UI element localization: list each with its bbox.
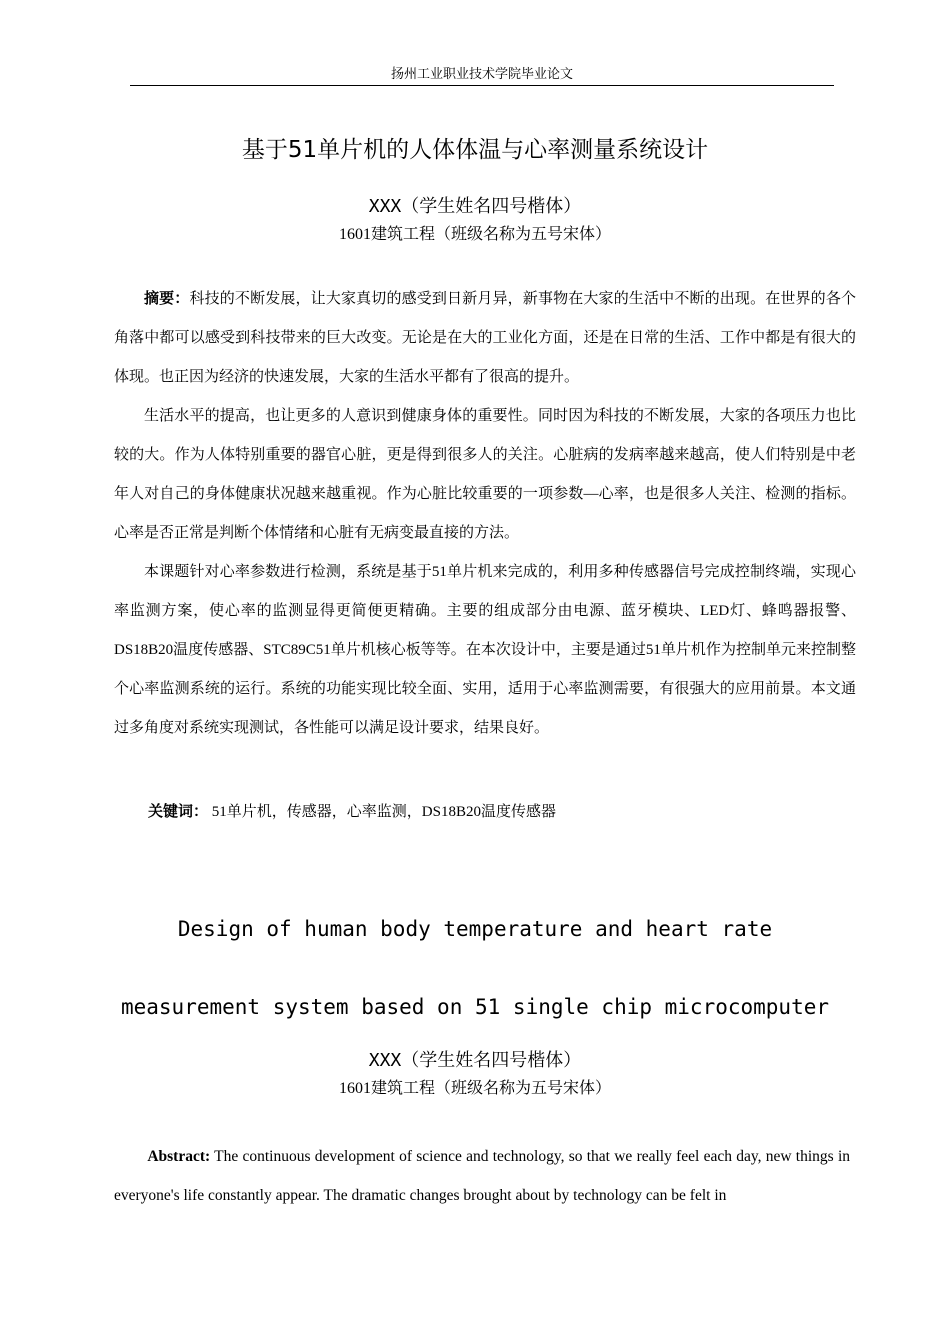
english-title-line-2: measurement system based on 51 single chip microcomputer <box>120 995 829 1019</box>
class-name-cn: 1601建筑工程（班级名称为五号宋体） <box>338 226 611 243</box>
class-name-en-section: 1601建筑工程（班级名称为五号宋体） <box>338 1080 611 1097</box>
author-name-cn: XXX（学生姓名四号楷体） <box>368 196 582 217</box>
abstract-paragraph-text: 科技的不断发展，让大家真切的感受到日新月异，新事物在大家的生活中不断的出现。在世界的各个角落中都可以感受到科技带来的巨大改变。无论是在大的工业化方面，还是在日常的生活、工作中都是有很大的体现。也正因为经济的快速发展，大家的生活水平都有了很高的提升。 <box>114 291 856 385</box>
keywords-label: 关键词： <box>148 804 209 820</box>
abstract-label: 摘要： <box>144 291 190 307</box>
chinese-abstract <box>114 280 856 748</box>
english-abstract-paragraph <box>114 1137 850 1215</box>
english-abstract-label: Abstract: <box>147 1148 211 1165</box>
chinese-title: 基于51单片机的人体体温与心率测量系统设计 <box>241 137 709 163</box>
abstract-paragraph <box>114 280 856 397</box>
english-abstract <box>114 1137 850 1215</box>
abstract-paragraph: 本课题针对心率参数进行检测，系统是基于51单片机来完成的，利用多种传感器信号完成控制终端，实现心率监测方案，使心率的监测显得更简便更精确。主要的组成部分由电源、蓝牙模块、LED灯、蜂鸣器报警、DS18B20温度传感器、STC89C51单片机核心板等等。在本次设计中，主要是通过51单片机作为控制单元来控制整个心率监测系统的运行。系统的功能实现比较全面、实用，适用于心率监测需要，有很强大的应用前景。本文通过多角度对系统实现测试，各性能可以满足设计要求，结果良好。 <box>114 564 856 736</box>
english-abstract-text: The continuous development of science and technology, so that we really feel each day, new things in everyone's life constantly appear. The dramatic changes brought about by technology can be felt in <box>114 1148 850 1204</box>
keywords-value: 51单片机，传感器，心率监测，DS18B20温度传感器 <box>211 804 556 820</box>
abstract-paragraph: 生活水平的提高，也让更多的人意识到健康身体的重要性。同时因为科技的不断发展，大家的各项压力也比较的大。作为人体特别重要的器官心脏，更是得到很多人的关注。心脏病的发病率越来越高，使人们特别是中老年人对自己的身体健康状况越来越重视。作为心脏比较重要的一项参数—心率，也是很多人关注、检测的指标。心率是否正常是判断个体情绪和心脏有无病变最直接的方法。 <box>114 408 856 541</box>
author-name-en-section: XXX（学生姓名四号楷体） <box>368 1050 582 1071</box>
running-header: 扬州工业职业技术学院毕业论文 <box>390 67 573 82</box>
english-title-line-1: Design of human body temperature and heart rate <box>177 917 773 941</box>
header-rule <box>130 85 834 86</box>
chinese-keywords <box>148 800 556 824</box>
